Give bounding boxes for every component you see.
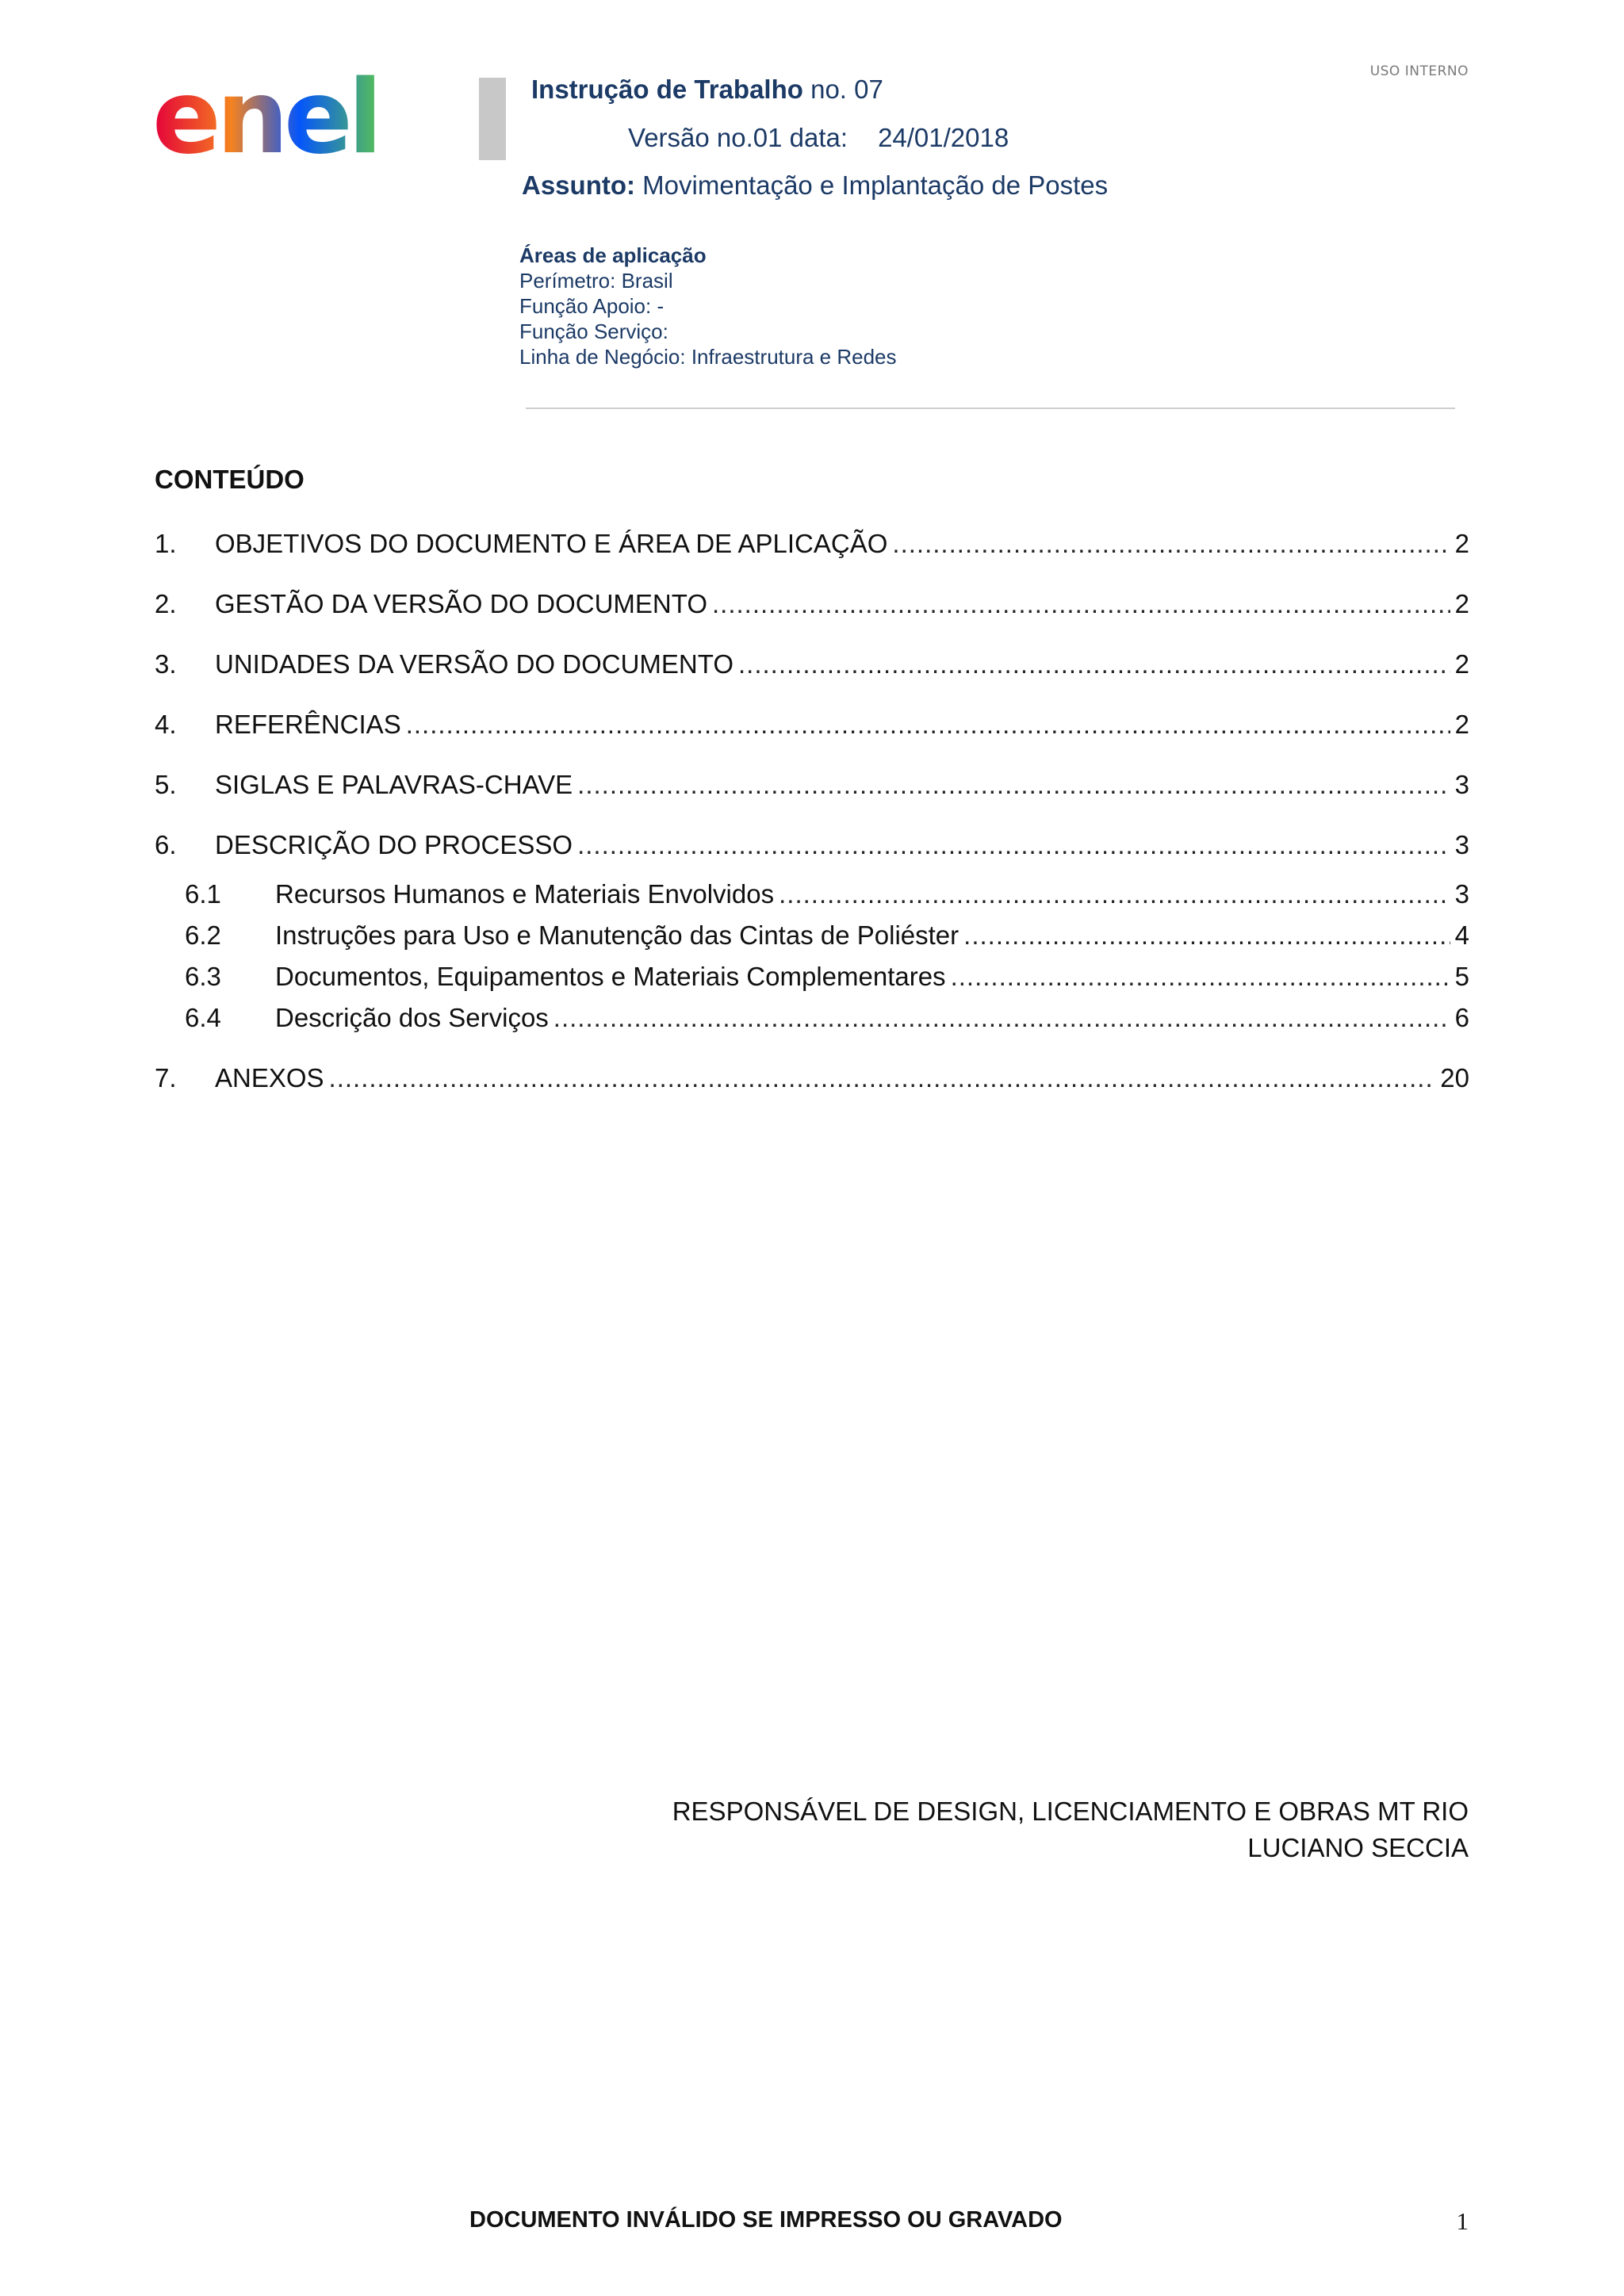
toc-subentry[interactable] — [155, 1002, 1469, 1034]
toc-entry-page: 2 — [1454, 710, 1469, 739]
toc-entry-number: 6.3 — [185, 962, 221, 991]
toc-entry[interactable] — [155, 769, 1469, 801]
areas-perimeter: Perímetro: Brasil — [519, 269, 673, 293]
toc-entry-page: 20 — [1440, 1063, 1469, 1093]
toc-leader — [892, 528, 1450, 560]
toc-leader — [712, 588, 1450, 620]
toc-leader — [553, 1002, 1450, 1034]
toc-leader — [951, 961, 1450, 993]
subject-text: Movimentação e Implantação de Postes — [642, 170, 1109, 200]
title-bold: Instrução de Trabalho — [531, 75, 803, 104]
toc-entry-page: 5 — [1454, 962, 1469, 991]
document-title — [531, 75, 883, 105]
enel-logo — [152, 63, 390, 166]
toc-entry-number: 2. — [155, 589, 177, 618]
toc-entry-label: OBJETIVOS DO DOCUMENTO E ÁREA DE APLICAÇÃO — [215, 529, 888, 558]
toc-entry-label: REFERÊNCIAS — [215, 710, 401, 739]
toc-entry-number: 6. — [155, 830, 177, 859]
version-date: 24/01/2018 — [878, 123, 1009, 152]
classification-label: USO INTERNO — [1369, 63, 1469, 79]
toc-leader — [577, 769, 1450, 801]
version-label: Versão no.01 data: — [628, 123, 848, 152]
areas-support-function: Função Apoio: - — [519, 294, 665, 318]
header-accent-bar — [479, 78, 506, 160]
toc-entry-number: 5. — [155, 770, 177, 799]
toc-entry-page: 3 — [1454, 830, 1469, 859]
toc-entry[interactable] — [155, 709, 1469, 740]
toc-entry-page: 3 — [1454, 879, 1469, 909]
toc-entry-label: UNIDADES DA VERSÃO DO DOCUMENTO — [215, 649, 733, 679]
toc-heading: CONTEÚDO — [155, 465, 304, 494]
toc-entry-number: 6.1 — [185, 879, 221, 909]
toc-entry[interactable] — [155, 829, 1469, 861]
toc-subentry[interactable] — [155, 878, 1469, 910]
toc-entry-label: DESCRIÇÃO DO PROCESSO — [215, 830, 573, 859]
toc-entry-page: 2 — [1454, 589, 1469, 618]
toc-entry-number: 7. — [155, 1063, 177, 1093]
toc-entry-number: 6.4 — [185, 1003, 221, 1032]
toc-leader — [963, 920, 1450, 951]
document-version — [628, 123, 1009, 153]
toc-entry-label: Instruções para Uso e Manutenção das Cintas de Poliéster — [275, 920, 959, 950]
toc-entry-page: 2 — [1454, 529, 1469, 558]
toc-leader — [577, 829, 1450, 861]
areas-business-line: Linha de Negócio: Infraestrutura e Redes — [519, 345, 897, 369]
toc-entry-page: 4 — [1454, 920, 1469, 950]
signature-block — [672, 1793, 1469, 1866]
toc-subentry[interactable] — [155, 961, 1469, 993]
signature-name: LUCIANO SECCIA — [1247, 1833, 1469, 1862]
toc-entry-label: SIGLAS E PALAVRAS-CHAVE — [215, 770, 573, 799]
toc-entry-page: 2 — [1454, 649, 1469, 679]
toc-entry[interactable] — [155, 528, 1469, 560]
toc-leader — [779, 878, 1450, 910]
toc-entry-label: Descrição dos Serviços — [275, 1003, 549, 1032]
toc-entry[interactable] — [155, 588, 1469, 620]
title-number: no. 07 — [810, 75, 883, 104]
footer-disclaimer: DOCUMENTO INVÁLIDO SE IMPRESSO OU GRAVADO — [469, 2207, 1063, 2233]
toc-entry[interactable] — [155, 1062, 1469, 1094]
toc-entry[interactable] — [155, 649, 1469, 680]
enel-logo-text: enel — [152, 63, 378, 166]
toc-leader — [329, 1062, 1436, 1094]
subject-label: Assunto: — [522, 170, 635, 200]
signature-role: RESPONSÁVEL DE DESIGN, LICENCIAMENTO E OBRAS MT RIO — [672, 1797, 1469, 1826]
toc-entry-label: Recursos Humanos e Materiais Envolvidos — [275, 879, 775, 909]
header-divider — [526, 408, 1455, 409]
toc-leader — [406, 709, 1450, 740]
page-number: 1 — [1456, 2207, 1469, 2235]
toc-subentry[interactable] — [155, 920, 1469, 951]
toc-entry-number: 3. — [155, 649, 177, 679]
toc-entry-number: 6.2 — [185, 920, 221, 950]
toc-entry-label: Documentos, Equipamentos e Materiais Complementares — [275, 962, 946, 991]
application-areas — [519, 243, 897, 369]
toc-leader — [738, 649, 1450, 680]
toc-entry-number: 1. — [155, 529, 177, 558]
toc-entry-label: GESTÃO DA VERSÃO DO DOCUMENTO — [215, 589, 707, 618]
areas-title: Áreas de aplicação — [519, 243, 707, 267]
toc-entry-number: 4. — [155, 710, 177, 739]
document-subject — [522, 170, 1108, 201]
toc-entry-page: 3 — [1454, 770, 1469, 799]
areas-service-function: Função Serviço: — [519, 320, 668, 343]
toc-entry-page: 6 — [1454, 1003, 1469, 1032]
toc-entry-label: ANEXOS — [215, 1063, 324, 1093]
